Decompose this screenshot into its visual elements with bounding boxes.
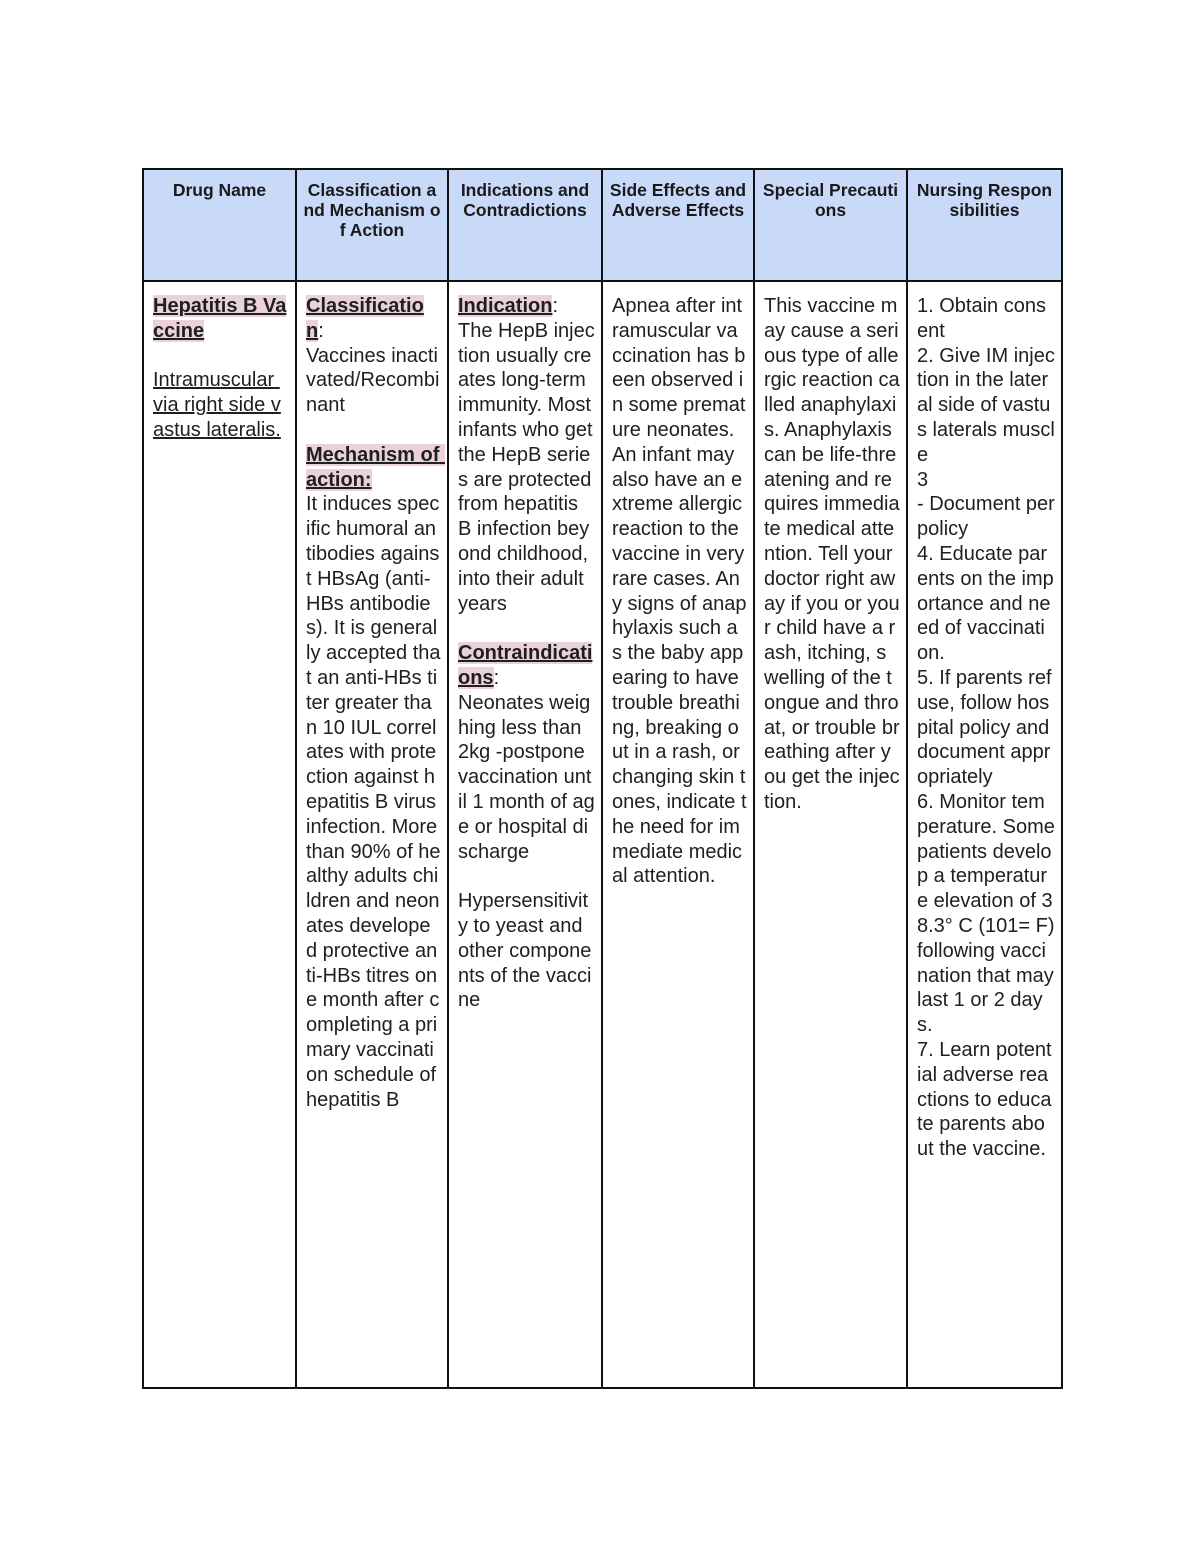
mechanism-label: Mechanism of action: [306, 443, 445, 491]
contraindications-value: Neonates weighing less than 2kg -postpone vaccination until 1 month of age or hospital discharge [458, 691, 595, 863]
precautions-cell [754, 281, 907, 1388]
drug-name-cell [143, 281, 296, 1388]
indications-cell: Indication: The HepB injection usually creates long-term immunity. Most infants who get the HepB series are protected from hepatitis B infection beyond childhood, into their adult years Contraindications: Neonates weighing less than 2kg -postpone vaccination until 1 month of age or hospital discharge Hypersensitivity to yeast and other components of the vaccine [448, 281, 602, 1388]
precautions-text: This vaccine may cause a serious type of allergic reaction called anaphylaxis. Anaphylaxis can be life-threatening and requires immediate medical attention. Tell your doctor right away if you or your child have a rash, itching, swelling of the tongue and throat, or trouble breathing after you get the injection. [764, 295, 900, 813]
drug-route: Intramuscular via right side vastus lateralis. [153, 369, 281, 441]
contraindications-label: Contraindications [458, 642, 593, 689]
classification-cell: Classification: Vaccines inactivated/Recombinant Mechanism of action: It induces specific humoral antibodies against HBsAg (anti-HBs antibodies). It is generally accepted that an anti-HBs titer greater than 10 IUL correlates with protection against hepatitis B virus infection. More than 90% of healthy adults children and neonates developed protective anti-HBs titres one month after completing a primary vaccination schedule of hepatitis B [296, 281, 448, 1388]
nursing-text: 1. Obtain consent 2. Give IM injection in the lateral side of vastus laterals muscle 3 - Document per policy 4. Educate parents on the importance and need of vaccination. 5. If parents refuse, follow hospital policy and document appropriately 6. Monitor temperature. Some patients develop a temperature elevation of 38.3° C (101= F) following vaccination that may last 1 or 2 days. 7. Learn potential adverse reactions to educate parents about the vaccine. [917, 295, 1055, 1161]
classification-label: Classification [306, 295, 424, 342]
header-row [143, 169, 1062, 281]
header-classification: Classification and Mechanism of Action [296, 169, 448, 281]
table-row [143, 281, 1062, 1388]
side-effects-cell [602, 281, 754, 1388]
header-indications: Indications and Contradictions [448, 169, 602, 281]
header-drug-name: Drug Name [143, 169, 296, 281]
drug-name: Hepatitis B Vaccine [153, 295, 287, 342]
header-nursing: Nursing Responsibilities [907, 169, 1062, 281]
indication-label: Indication [458, 295, 553, 317]
nursing-cell [907, 281, 1062, 1388]
drug-card-table [142, 168, 1063, 1389]
classification-value: Vaccines inactivated/Recombinant [306, 344, 440, 417]
header-side-effects: Side Effects and Adverse Effects [602, 169, 754, 281]
side-effects-text: Apnea after intramuscular vaccination has been observed in some premature neonates. An infant may also have an extreme allergic reaction to the vaccine in very rare cases. Any signs of anaphylaxis such as the baby appearing to have trouble breathing, breaking out in a rash, or changing skin tones, indicate the need for immediate medical attention. [612, 295, 747, 888]
header-precautions: Special Precautions [754, 169, 907, 281]
mechanism-value: It induces specific humoral antibodies against HBsAg (anti-HBs antibodies). It is generally accepted that an anti-HBs titer greater than 10 IUL correlates with protection against hepatitis B virus infection. More than 90% of healthy adults children and neonates developed protective anti-HBs titres one month after completing a primary vaccination schedule of hepatitis B [306, 493, 443, 1111]
hypersensitivity-text: Hypersensitivity to yeast and other components of the vaccine [458, 890, 592, 1012]
indication-value: The HepB injection usually creates long-term immunity. Most infants who get the HepB series are protected from hepatitis B infection beyond childhood, into their adult years [458, 319, 599, 615]
